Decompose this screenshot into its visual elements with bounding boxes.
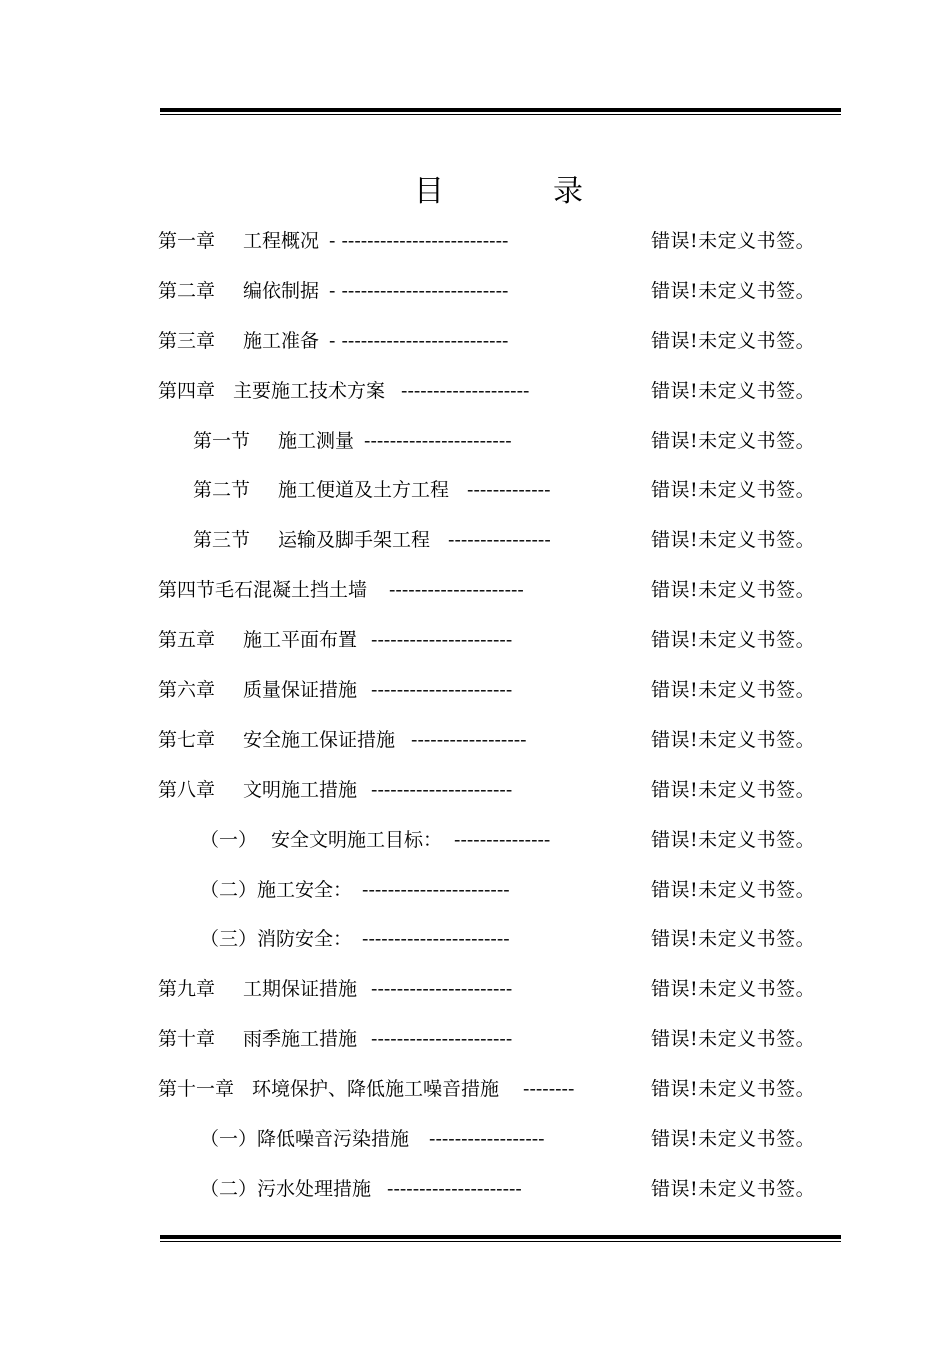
toc-entry-text — [158, 273, 508, 309]
toc-label: 第九章 — [158, 978, 216, 1001]
toc-page-ref: 错误!未定义书签。 — [651, 679, 816, 702]
toc-page-ref: 错误!未定义书签。 — [651, 1128, 816, 1151]
top-rule — [160, 108, 841, 115]
toc-entry-text — [158, 373, 529, 409]
toc-label: （三） — [200, 928, 258, 951]
toc-entry[interactable] — [0, 522, 950, 572]
toc-label: 第八章 — [158, 778, 216, 801]
bottom-rule-thick — [160, 1235, 841, 1239]
toc-leader: -------------------- — [401, 379, 530, 402]
toc-page-ref: 错误!未定义书签。 — [651, 329, 816, 352]
toc-entry[interactable] — [0, 1021, 950, 1071]
toc-title: 降低噪音污染措施 — [257, 1128, 410, 1151]
toc-entry[interactable] — [0, 772, 950, 822]
toc-label: 第三节 — [193, 529, 251, 552]
toc-label: 第七章 — [158, 728, 216, 751]
toc-label: 第一节 — [193, 429, 251, 452]
toc-entry-text — [158, 672, 512, 708]
toc-entry[interactable] — [0, 423, 950, 473]
page-title — [0, 172, 950, 216]
toc-label: 第二节 — [193, 479, 251, 502]
top-rule-thick — [160, 108, 841, 112]
toc-page-ref: 错误!未定义书签。 — [651, 878, 816, 901]
toc-leader: ------------------ — [411, 728, 527, 751]
toc-entry-text — [158, 223, 508, 259]
toc-entry[interactable] — [0, 622, 950, 672]
toc-entry[interactable] — [0, 472, 950, 522]
toc-label: 第五章 — [158, 629, 216, 652]
toc-page-ref: 错误!未定义书签。 — [651, 230, 816, 252]
toc-entry-text — [158, 1021, 512, 1057]
toc-entry[interactable] — [0, 921, 950, 971]
toc-entry[interactable] — [0, 1071, 950, 1121]
toc-entry[interactable] — [0, 273, 950, 323]
toc-entry-text — [158, 971, 512, 1007]
toc-label: 第十一章 — [158, 1078, 235, 1101]
toc-title: 安全文明施工目标： — [271, 828, 443, 851]
toc-page-ref: 错误!未定义书签。 — [651, 1078, 816, 1101]
toc-title: 主要施工技术方案 — [233, 379, 386, 402]
toc-entry[interactable] — [0, 373, 950, 423]
toc-page-ref: 错误!未定义书签。 — [651, 479, 816, 502]
toc-entry[interactable] — [0, 971, 950, 1021]
toc-title: 施工准备 — [243, 329, 320, 352]
toc-leader: ---------------- — [448, 529, 551, 552]
toc-leader: ---------------------- — [371, 1028, 513, 1051]
toc-leader: --------------------- — [389, 579, 524, 602]
toc-title: 污水处理措施 — [257, 1177, 372, 1200]
toc-entry-text — [200, 872, 510, 908]
toc-entry-text — [193, 522, 551, 558]
table-of-contents — [0, 223, 950, 1221]
toc-leader: ---------------------- — [371, 778, 513, 801]
toc-title: 运输及脚手架工程 — [278, 529, 431, 552]
toc-page-ref: 错误!未定义书签。 — [651, 828, 816, 851]
toc-page-ref: 错误!未定义书签。 — [651, 579, 816, 602]
toc-leader: ---------------------- — [371, 629, 513, 652]
toc-label: 第四节毛石混凝土挡土墙 — [158, 579, 368, 602]
toc-leader: - -------------------------- — [329, 230, 509, 252]
toc-title: 施工平面布置 — [243, 629, 358, 652]
toc-label: 第六章 — [158, 679, 216, 702]
bottom-rule — [160, 1235, 841, 1242]
toc-entry-text — [158, 622, 512, 658]
toc-title: 环境保护、降低施工噪音措施 — [252, 1078, 500, 1101]
toc-title: 雨季施工措施 — [243, 1028, 358, 1051]
toc-entry-text — [200, 921, 510, 957]
toc-page-ref: 错误!未定义书签。 — [651, 1177, 816, 1200]
toc-entry-text — [158, 1071, 574, 1107]
toc-leader: - -------------------------- — [329, 279, 509, 302]
toc-title: 施工便道及土方工程 — [278, 479, 450, 502]
toc-leader: ----------------------- — [364, 429, 512, 452]
toc-leader: --------------------- — [387, 1177, 522, 1200]
toc-page-ref: 错误!未定义书签。 — [651, 928, 816, 951]
toc-entry-text — [158, 323, 508, 359]
toc-leader: - -------------------------- — [329, 329, 509, 352]
toc-entry-text — [200, 1121, 545, 1157]
toc-title: 文明施工措施 — [243, 778, 358, 801]
toc-leader: ------------- — [467, 479, 551, 502]
toc-label: （一） — [200, 1128, 258, 1151]
toc-entry[interactable] — [0, 223, 950, 273]
toc-entry[interactable] — [0, 1171, 950, 1221]
toc-title: 质量保证措施 — [243, 679, 358, 702]
bottom-rule-thin — [160, 1241, 841, 1242]
toc-page-ref: 错误!未定义书签。 — [651, 379, 816, 402]
toc-leader: ----------------------- — [362, 928, 510, 951]
toc-label: （一） — [200, 828, 258, 851]
toc-entry[interactable] — [0, 672, 950, 722]
toc-page-ref: 错误!未定义书签。 — [651, 728, 816, 751]
toc-title: 施工测量 — [278, 429, 355, 452]
top-rule-thin — [160, 114, 841, 115]
toc-entry[interactable] — [0, 323, 950, 373]
toc-label: 第二章 — [158, 279, 216, 302]
toc-page-ref: 错误!未定义书签。 — [651, 279, 816, 302]
title-char-2: 录 — [553, 174, 583, 209]
toc-label: 第四章 — [158, 379, 216, 402]
toc-entry-text — [193, 472, 551, 508]
toc-entry[interactable] — [0, 822, 950, 872]
toc-title: 工期保证措施 — [243, 978, 358, 1001]
toc-entry-text — [200, 1171, 522, 1207]
toc-page-ref: 错误!未定义书签。 — [651, 978, 816, 1001]
title-char-1: 目 — [414, 174, 444, 209]
toc-page-ref: 错误!未定义书签。 — [651, 629, 816, 652]
toc-entry[interactable] — [0, 872, 950, 922]
toc-page-ref: 错误!未定义书签。 — [651, 429, 816, 452]
toc-title: 编依制据 — [243, 279, 320, 302]
toc-entry-text — [200, 822, 550, 858]
toc-entry[interactable] — [0, 1121, 950, 1171]
toc-entry[interactable] — [0, 722, 950, 772]
toc-leader: -------- — [523, 1078, 575, 1101]
toc-entry-text — [158, 722, 527, 758]
toc-entry[interactable] — [0, 572, 950, 622]
toc-label: 第十章 — [158, 1028, 216, 1051]
toc-leader: ---------------------- — [371, 679, 513, 702]
toc-page-ref: 错误!未定义书签。 — [651, 529, 816, 552]
toc-title: 施工安全： — [257, 878, 353, 901]
toc-page-ref: 错误!未定义书签。 — [651, 1028, 816, 1051]
toc-title: 安全施工保证措施 — [243, 728, 396, 751]
toc-leader: ----------------------- — [362, 878, 510, 901]
toc-label: （二） — [200, 878, 258, 901]
toc-entry-text — [158, 772, 512, 808]
toc-entry-text — [158, 572, 524, 608]
toc-page-ref: 错误!未定义书签。 — [651, 778, 816, 801]
toc-leader: --------------- — [454, 828, 551, 851]
toc-title: 消防安全： — [257, 928, 353, 951]
toc-label: 第一章 — [158, 230, 216, 252]
toc-leader: ---------------------- — [371, 978, 513, 1001]
toc-title: 工程概况 — [243, 230, 320, 252]
toc-label: （二） — [200, 1177, 258, 1200]
toc-leader: ------------------ — [429, 1128, 545, 1151]
toc-entry-text — [193, 423, 512, 459]
toc-label: 第三章 — [158, 329, 216, 352]
